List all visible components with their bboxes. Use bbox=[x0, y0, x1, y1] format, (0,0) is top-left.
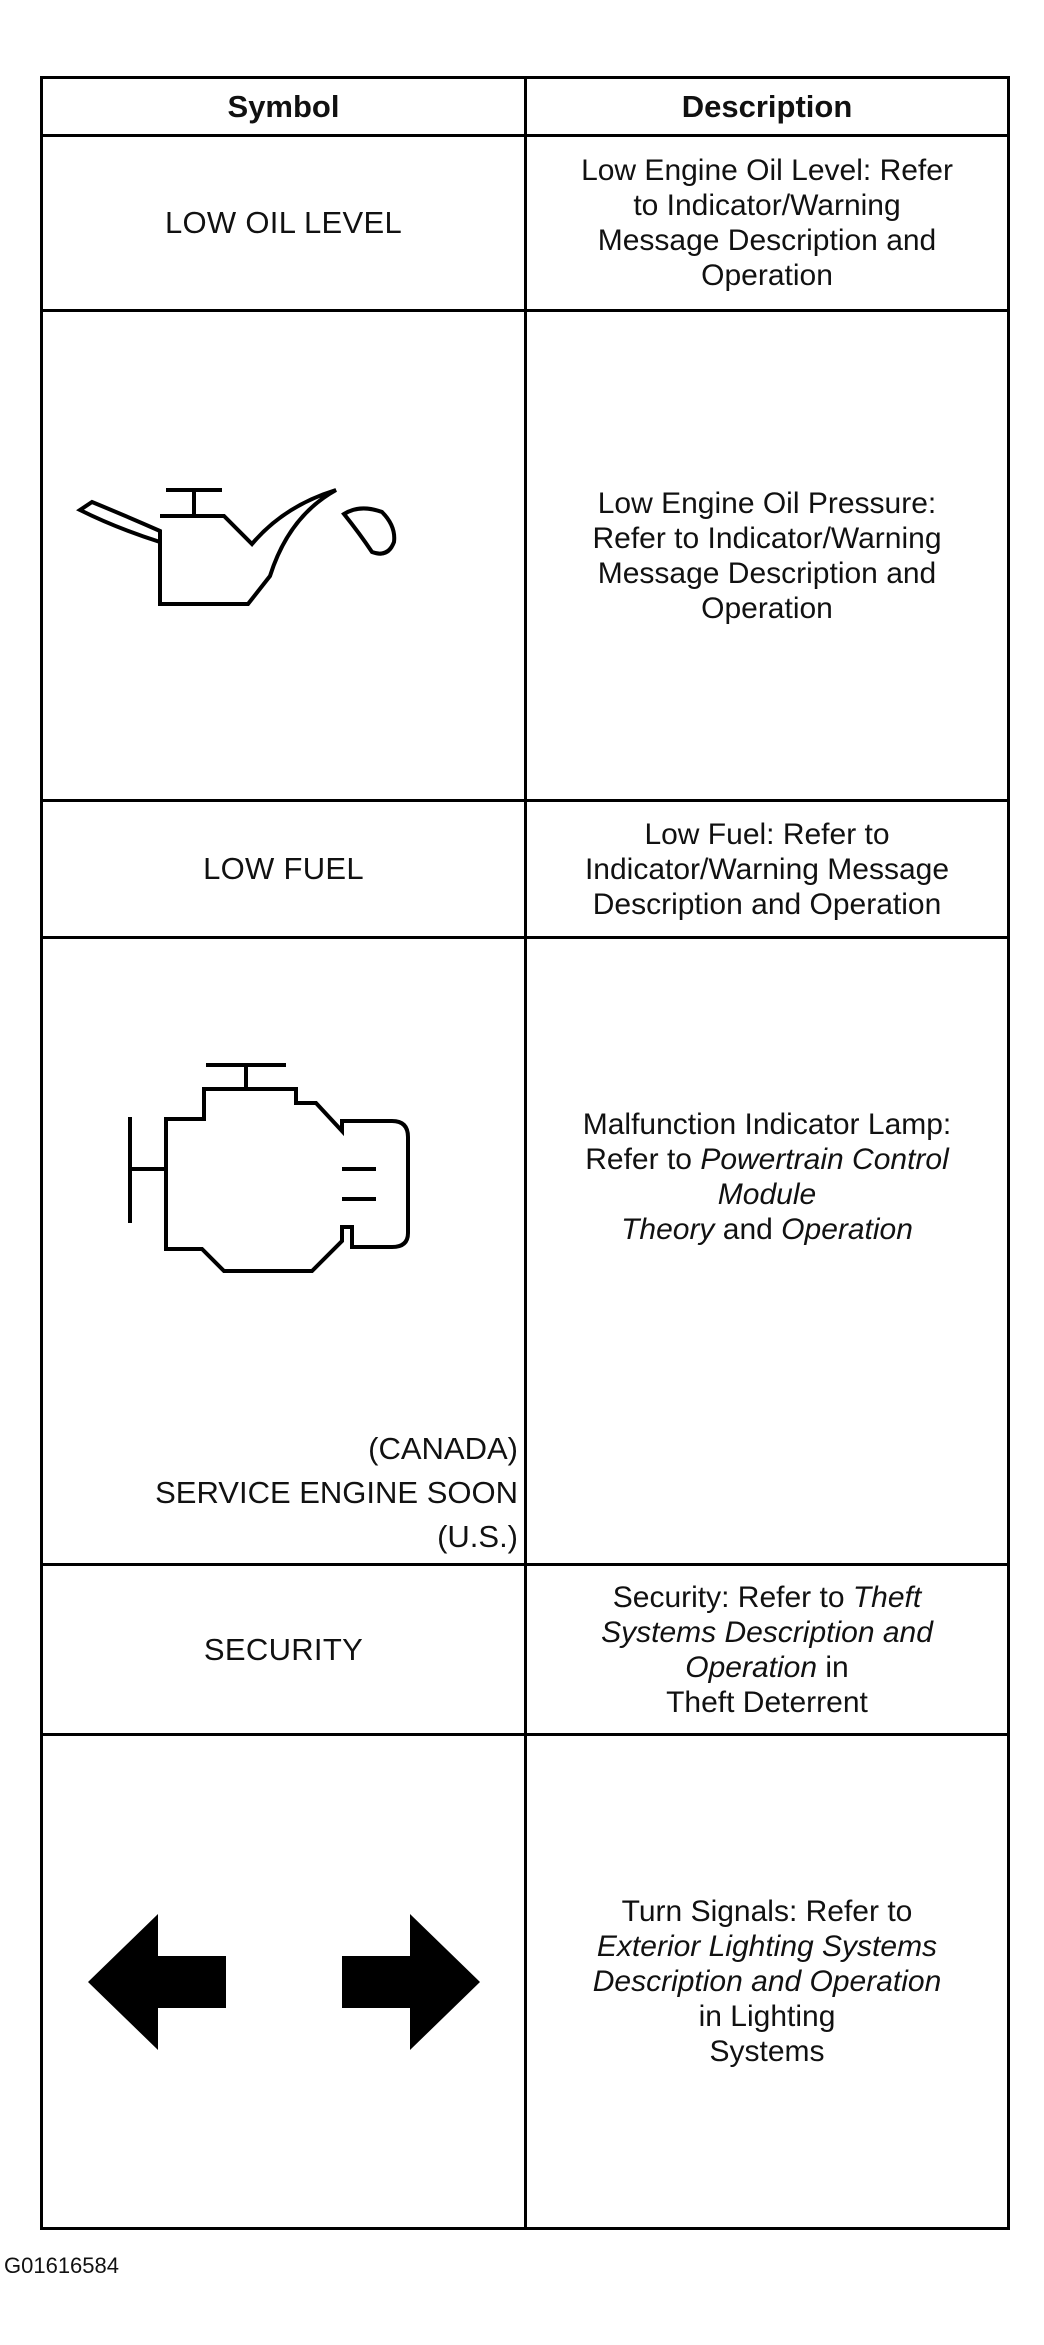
engine-icon bbox=[124, 1059, 444, 1289]
desc-text: in bbox=[817, 1650, 849, 1684]
description-cell bbox=[527, 1566, 1007, 1733]
desc-line bbox=[601, 1650, 933, 1685]
desc-line: in Lighting bbox=[698, 2000, 836, 2033]
right-arrow-icon bbox=[342, 1914, 480, 2050]
desc-line: Low Fuel: Refer to bbox=[644, 817, 890, 851]
desc-line: Theft Deterrent bbox=[666, 1685, 868, 1719]
desc-line bbox=[583, 1142, 952, 1177]
desc-line: Turn Signals: Refer to bbox=[621, 1895, 913, 1928]
desc-line: to Indicator/Warning bbox=[633, 189, 901, 222]
symbol-cell bbox=[43, 1566, 527, 1733]
description-cell bbox=[527, 939, 1007, 1563]
symbol-cell bbox=[43, 939, 527, 1563]
symbol-cell bbox=[43, 137, 527, 309]
desc-line: Systems bbox=[709, 2035, 825, 2068]
desc-ref: Exterior Lighting Systems bbox=[596, 1930, 938, 1963]
desc-text: Security: Refer to bbox=[612, 1580, 853, 1614]
security-label: SECURITY bbox=[203, 1631, 364, 1667]
desc-line: Description and Operation bbox=[592, 887, 942, 921]
low-fuel-label: LOW FUEL bbox=[203, 851, 364, 886]
header-description: Description bbox=[681, 89, 853, 124]
turn-signal-arrows-icon bbox=[84, 1912, 484, 2052]
description-cell bbox=[527, 312, 1007, 799]
desc-ref: Theft bbox=[852, 1580, 922, 1614]
canada-label: (CANADA) bbox=[368, 1431, 518, 1466]
desc-ref: Operation bbox=[781, 1213, 913, 1246]
desc-line: Operation bbox=[701, 591, 833, 625]
description-cell bbox=[527, 802, 1007, 936]
left-arrow-icon bbox=[88, 1914, 226, 2050]
desc-ref: Powertrain Control bbox=[700, 1143, 949, 1176]
desc-ref: Operation bbox=[685, 1650, 818, 1684]
header-symbol: Symbol bbox=[43, 79, 527, 134]
symbol-cell bbox=[43, 802, 527, 936]
oil-can-icon bbox=[74, 476, 494, 636]
desc-line bbox=[583, 1212, 952, 1247]
service-engine-soon-text: SERVICE ENGINE SOON bbox=[155, 1475, 518, 1510]
desc-line: Low Engine Oil Level: Refer bbox=[581, 154, 953, 187]
symbols-table bbox=[40, 76, 1010, 2230]
desc-text: Refer to bbox=[585, 1143, 701, 1176]
desc-line: Indicator/Warning Message bbox=[584, 852, 950, 886]
desc-line bbox=[601, 1580, 933, 1615]
desc-line bbox=[593, 1929, 942, 1964]
desc-line: Message Description and bbox=[597, 556, 937, 590]
table-row bbox=[43, 137, 1007, 312]
table-row bbox=[43, 1566, 1007, 1736]
table-row bbox=[43, 939, 1007, 1566]
desc-text: and bbox=[714, 1213, 782, 1246]
desc-line: Refer to Indicator/Warning bbox=[592, 521, 942, 555]
desc-ref: Module bbox=[717, 1178, 817, 1211]
figure-id-caption: G01616584 bbox=[4, 2253, 119, 2278]
symbol-cell bbox=[43, 1736, 527, 2227]
desc-line bbox=[601, 1615, 933, 1650]
table-header-row bbox=[43, 79, 1007, 137]
desc-line: Operation bbox=[701, 259, 833, 292]
description-cell bbox=[527, 137, 1007, 309]
us-label: (U.S.) bbox=[437, 1519, 518, 1554]
desc-line: Low Engine Oil Pressure: bbox=[597, 486, 937, 520]
desc-line: Malfunction Indicator Lamp: bbox=[582, 1108, 952, 1141]
low-oil-level-label: LOW OIL LEVEL bbox=[164, 205, 403, 240]
description-cell bbox=[527, 1736, 1007, 2227]
desc-ref: Description and Operation bbox=[592, 1965, 942, 1998]
desc-line bbox=[593, 1964, 942, 1999]
desc-line: Message Description and bbox=[597, 224, 937, 257]
desc-ref: Theory bbox=[621, 1213, 715, 1246]
table-row bbox=[43, 312, 1007, 802]
table-row bbox=[43, 1736, 1007, 2227]
desc-line bbox=[583, 1177, 952, 1212]
symbol-cell bbox=[43, 312, 527, 799]
table-row bbox=[43, 802, 1007, 939]
service-engine-soon-label bbox=[155, 1427, 518, 1559]
desc-ref: Systems Description and bbox=[601, 1615, 933, 1649]
